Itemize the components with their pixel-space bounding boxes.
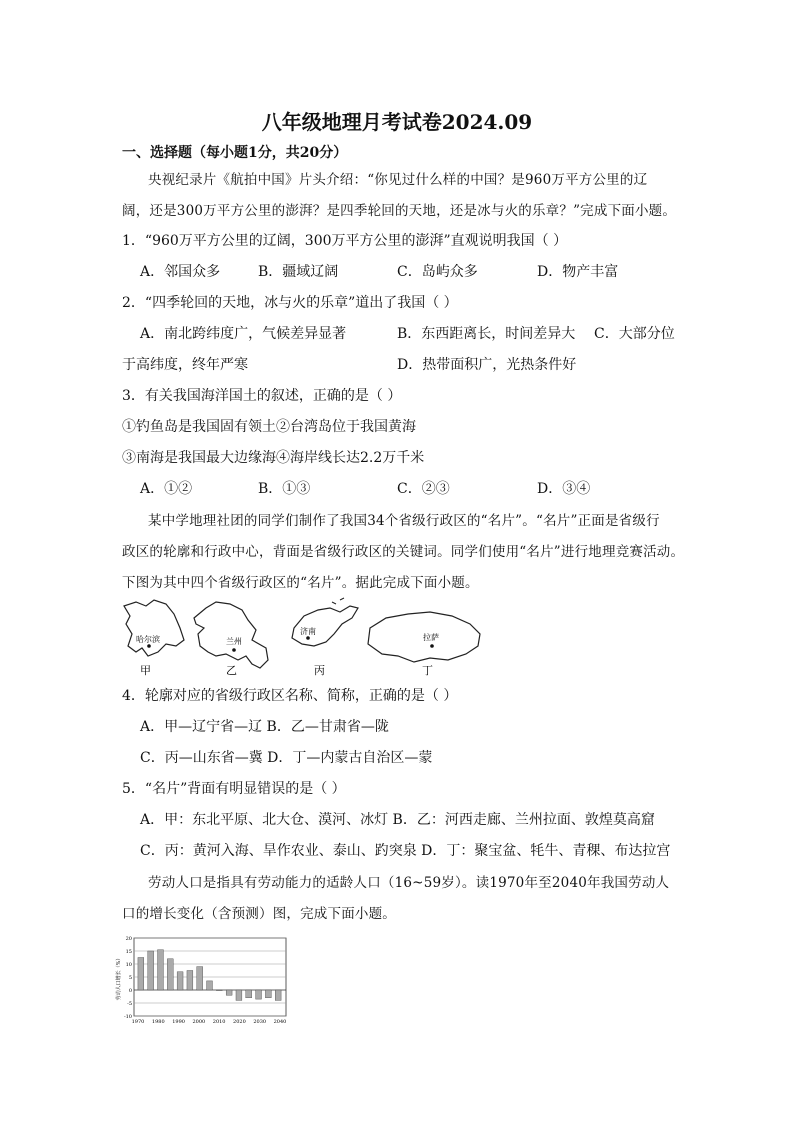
card-label-bing: 丙 (314, 664, 325, 677)
q2-option-c-cont: 于高纬度，终年严寒 (122, 357, 248, 373)
chart-bar (207, 981, 213, 990)
chart-xtick-label: 2020 (233, 1019, 246, 1025)
chart-ytick-label: 0 (128, 987, 132, 994)
chart-bar (177, 972, 183, 990)
intro2-line1: 某中学地理社团的同学们制作了我国34个省级行政区的“名片”。“名片”正面是省级行 (148, 513, 660, 529)
outline-bing (292, 606, 358, 646)
q4-options-cd: C．丙—山东省—冀 D．丁—内蒙古自治区—蒙 (140, 750, 433, 766)
chart-ytick-label: -5 (127, 1000, 132, 1007)
q1-option-c: C．岛屿众多 (397, 264, 478, 280)
q1-option-a: A．邻国众多 (140, 264, 221, 280)
chart-bar (197, 967, 203, 990)
q5-stem: 5．“名片”背面有明显错误的是（ ） (122, 781, 346, 797)
capital-marker-lhasa (430, 644, 434, 648)
chart-bar (275, 990, 281, 1000)
chart-bar (138, 958, 144, 991)
capital-marker-lanzhou (232, 648, 236, 652)
chart-ylabel: 劳动人口增长（%） (116, 955, 122, 1001)
card-label-yi: 乙 (226, 664, 237, 677)
section-heading: 一、选择题（每小题1分，共20分） (122, 145, 348, 161)
q3-option-b: B．①③ (258, 481, 311, 497)
labor-population-chart (114, 934, 294, 1030)
capital-marker-jinan (306, 636, 310, 640)
city-label-lhasa: 拉萨 (423, 633, 439, 642)
chart-ytick-label: 20 (125, 935, 132, 942)
chart-bar (158, 950, 164, 990)
q3-statements-2: ③南海是我国最大边缘海④海岸线长达2.2万千米 (122, 450, 425, 466)
chart-bar (167, 959, 173, 990)
chart-xtick-label: 2030 (253, 1019, 267, 1025)
chart-bar (246, 990, 252, 998)
q4-stem: 4．轮廓对应的省级行政区名称、简称，正确的是（ ） (122, 688, 458, 704)
city-label-lanzhou: 兰州 (226, 637, 242, 646)
q5-options-ab: A．甲：东北平原、北大仓、漠河、冰灯 B．乙：河西走廊、兰州拉面、敦煌莫高窟 (140, 812, 655, 828)
q4-options-ab: A．甲—辽宁省—辽 B．乙—甘肃省—陇 (140, 719, 389, 735)
q3-option-d: D．③④ (537, 481, 591, 497)
outline-jia (124, 600, 184, 656)
q2-option-c: C．大部分位 (594, 326, 675, 342)
intro2-line2: 政区的轮廓和行政中心，背面是省级行政区的关键词。同学们使用“名片”进行地理竞赛活动。 (122, 544, 685, 560)
q3-option-a: A．①② (140, 481, 193, 497)
chart-xtick-label: 2000 (192, 1019, 206, 1025)
chart-xtick-label: 1970 (131, 1019, 145, 1025)
chart-xtick-label: 1990 (172, 1019, 185, 1025)
q5-options-cd: C．丙：黄河入海、旱作农业、泰山、趵突泉 D．丁：聚宝盆、牦牛、青稞、布达拉宫 (140, 843, 671, 859)
q1-stem: 1．“960万平方公里的辽阔，300万平方公里的澎湃”直观说明我国（ ） (122, 233, 568, 249)
q2-option-b: B．东西距离长，时间差异大 (397, 326, 576, 342)
chart-bar (265, 990, 271, 998)
chart-bar (226, 990, 232, 995)
chart-ytick-label: 5 (128, 974, 132, 981)
province-outlines-figure (118, 594, 498, 680)
chart-ytick-label: 15 (125, 948, 132, 955)
chart-bar (148, 951, 154, 990)
chart-xtick-label: 2010 (212, 1019, 226, 1025)
card-label-ding: 丁 (422, 664, 433, 677)
intro3-line1: 劳动人口是指具有劳动能力的适龄人口（16~59岁）。读1970年至2040年我国劳动人 (148, 875, 670, 891)
city-label-jinan: 济南 (300, 627, 316, 636)
q2-option-d: D．热带面积广，光热条件好 (397, 357, 577, 373)
chart-ytick-label: 10 (125, 961, 132, 968)
chart-bar (216, 990, 222, 991)
card-label-jia: 甲 (140, 664, 151, 677)
page-title: 八年级地理月考试卷2024.09 (261, 110, 533, 134)
q1-option-b: B．疆域辽阔 (258, 264, 339, 280)
outline-yi (194, 602, 268, 668)
capital-marker-harbin (147, 644, 151, 648)
chart-ytick-label: -10 (123, 1013, 132, 1020)
chart-xtick-label: 1980 (151, 1019, 165, 1025)
q1-option-d: D．物产丰富 (537, 264, 619, 280)
q3-statements-1: ①钓鱼岛是我国固有领土②台湾岛位于我国黄海 (122, 419, 416, 435)
q3-option-c: C．②③ (397, 481, 450, 497)
chart-bar (187, 971, 193, 991)
intro1-line2: 阔，还是300万平方公里的澎湃？是四季轮回的天地，还是冰与火的乐章？”完成下面小题。 (122, 203, 677, 219)
intro3-line2: 口的增长变化（含预测）图，完成下面小题。 (122, 906, 396, 922)
intro1-line1: 央视纪录片《航拍中国》片头介绍：“你见过什么样的中国？是960万平方公里的辽 (148, 172, 648, 188)
q2-stem: 2．“四季轮回的天地，冰与火的乐章”道出了我国（ ） (122, 295, 458, 311)
intro2-line3: 下图为其中四个省级行政区的“名片”。据此完成下面小题。 (122, 575, 479, 591)
chart-bar (236, 990, 242, 1000)
city-label-harbin: 哈尔滨 (136, 635, 160, 644)
chart-bar (256, 990, 262, 999)
chart-xtick-label: 2040 (273, 1019, 287, 1025)
q3-stem: 3．有关我国海洋国土的叙述，正确的是（ ） (122, 388, 402, 404)
q2-option-a: A．南北跨纬度广，气候差异显著 (140, 326, 347, 342)
